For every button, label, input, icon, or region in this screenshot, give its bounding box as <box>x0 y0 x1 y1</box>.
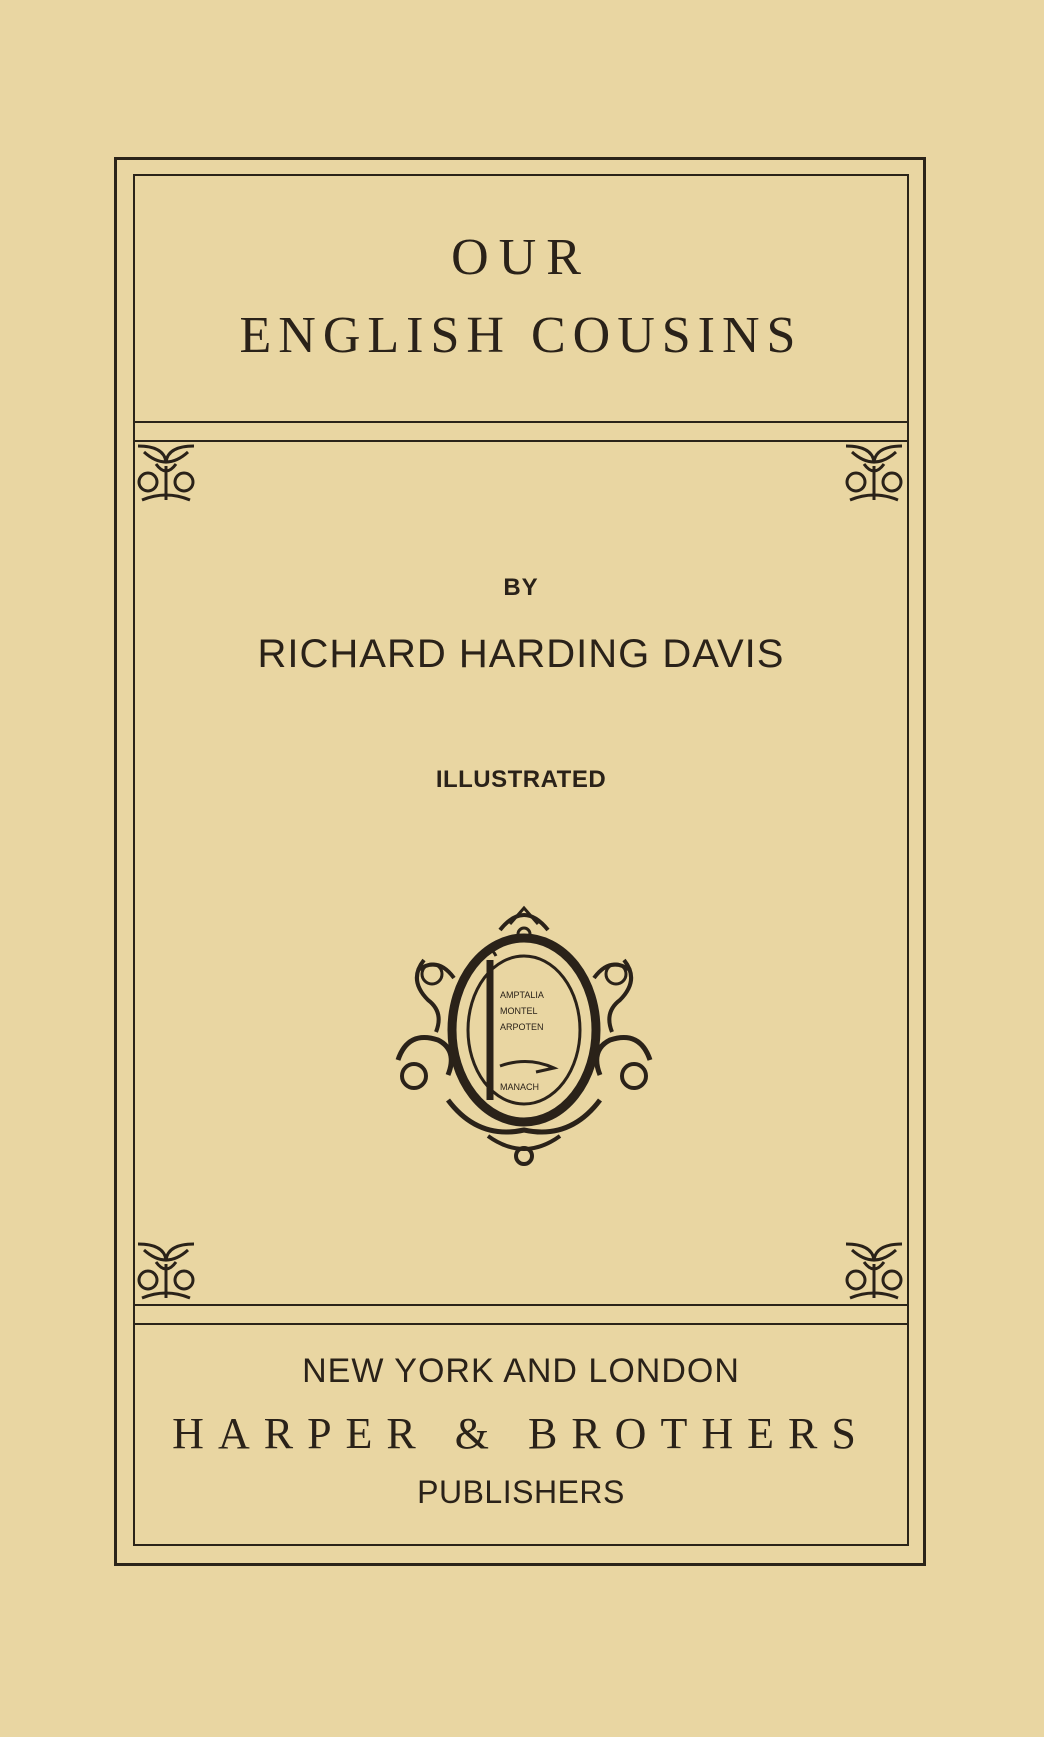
corner-ornament-icon <box>842 1240 906 1304</box>
inner-frame-border <box>133 174 909 1546</box>
by-label: BY <box>503 574 539 601</box>
corner-ornament-icon <box>134 1240 198 1304</box>
seal-inscription-line: MONTEL <box>500 1006 538 1016</box>
imprint-publishers-label: PUBLISHERS <box>417 1474 625 1510</box>
imprint-place: NEW YORK AND LONDON <box>302 1352 740 1390</box>
seal-inscription-line: MANACH <box>500 1082 540 1092</box>
title-rule-bottom <box>133 440 909 442</box>
book-title-line-2: ENGLISH COUSINS <box>239 307 803 364</box>
corner-ornament-icon <box>842 442 906 506</box>
publisher-seal-icon <box>388 900 660 1172</box>
seal-inscription-line: AMPTALIA <box>500 990 544 1000</box>
illustrated-label: ILLUSTRATED <box>435 766 607 793</box>
author-name: RICHARD HARDING DAVIS <box>257 632 785 676</box>
imprint-publisher: HARPER & BROTHERS <box>172 1409 870 1458</box>
title-rule-top <box>133 421 909 423</box>
imprint-rule-top <box>133 1304 909 1306</box>
book-title-line-1: OUR <box>451 229 591 286</box>
corner-ornament-icon <box>134 442 198 506</box>
seal-inscription-line: ARPOTEN <box>500 1022 544 1032</box>
imprint-rule-bottom <box>133 1323 909 1325</box>
